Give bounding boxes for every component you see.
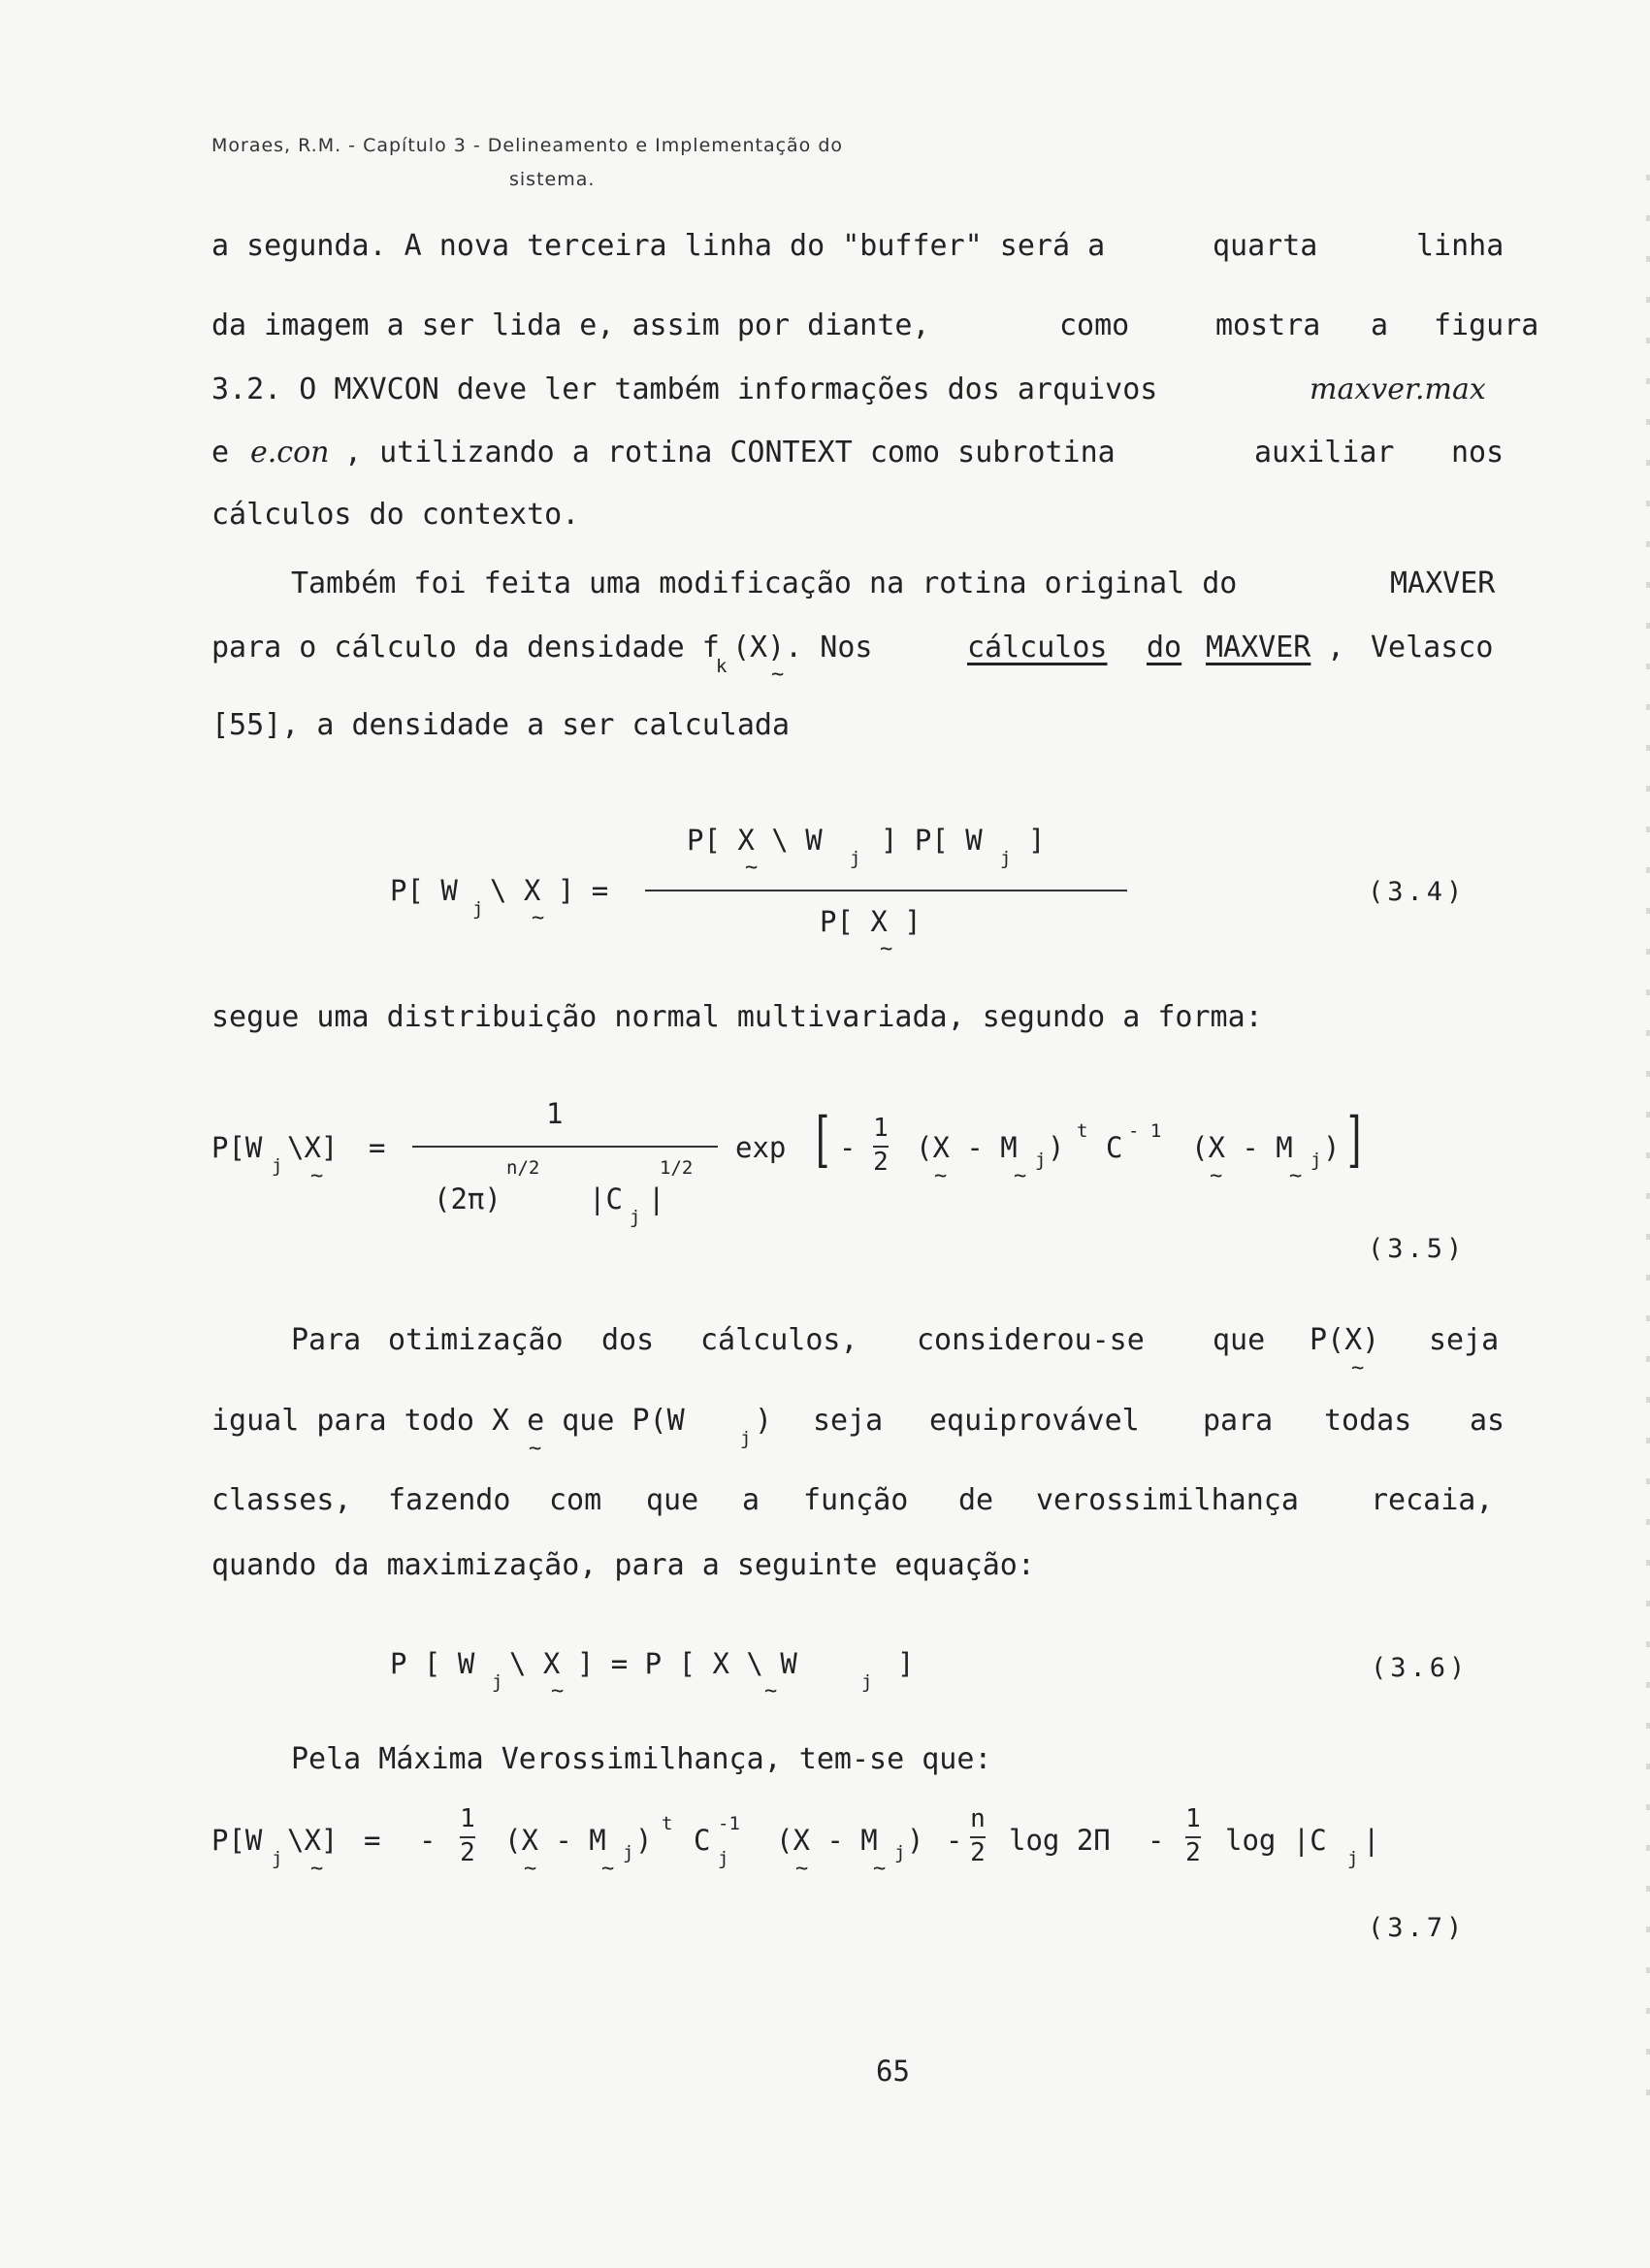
eq35-term-b: ) (1323, 1131, 1341, 1164)
eq34-sub: j (1000, 848, 1012, 869)
tilde-mark: ~ (310, 1857, 324, 1881)
para4-line1-word: que (1213, 1323, 1266, 1357)
eq35-lhs: P[W (211, 1131, 263, 1164)
para4-line3-word: verossimilhança (1036, 1483, 1299, 1517)
para4-line1-word: P(X) (1310, 1323, 1380, 1357)
subscript-k: k (716, 656, 728, 677)
para4-line2-word: todas (1324, 1404, 1412, 1438)
log-term: log 2Π (1009, 1824, 1111, 1857)
para2-line2-word: Velasco (1371, 631, 1494, 664)
eq36-sub: j (492, 1671, 503, 1693)
tilde-mark: ~ (873, 1857, 887, 1881)
tilde-mark: ~ (601, 1857, 615, 1881)
tilde-mark: ~ (934, 1164, 948, 1188)
para3: segue uma distribuição normal multivariada, segundo a forma: (211, 1000, 1263, 1034)
equals-sign: = (369, 1131, 386, 1164)
eq36-sub: j (861, 1671, 873, 1693)
para4-line2-word: para (1203, 1404, 1274, 1438)
para4-line1-word: seja (1429, 1323, 1500, 1357)
eq34-numerator-c: ] (1028, 824, 1046, 857)
page-number: 65 (876, 2055, 910, 2088)
half-numerator: 1 (873, 1114, 889, 1143)
para1-line2-word: como (1059, 308, 1130, 342)
equals-sign: = (364, 1824, 381, 1857)
tilde-mark: ~ (1351, 1356, 1365, 1380)
para1-line2-word: mostra (1215, 308, 1321, 342)
eq37-sub: j (894, 1842, 906, 1863)
para1-line3: 3.2. O MXVCON deve ler também informações dos arquivos (211, 373, 1158, 406)
eq34-sub: j (472, 898, 484, 920)
fraction-numerator: n (970, 1804, 986, 1833)
para1-line2-word: figura (1434, 308, 1539, 342)
para4-line3-word: a (742, 1483, 760, 1517)
tilde-mark: ~ (880, 937, 893, 961)
para4-line3-word: que (646, 1483, 699, 1517)
para4-line1-word: considerou-se (917, 1323, 1145, 1357)
eq37-term-b: ) (635, 1824, 653, 1857)
para4-line1-word: otimização (388, 1323, 564, 1357)
eq35-sub: j (1310, 1150, 1322, 1171)
transpose-sup: t (662, 1813, 673, 1834)
eq34-numerator-b: ] P[ W (881, 824, 983, 857)
para1-line4-word: nos (1451, 436, 1504, 470)
tilde-mark: ~ (1014, 1164, 1027, 1188)
equation-number: (3.6) (1371, 1653, 1470, 1683)
eq35-sub: j (272, 1155, 283, 1177)
fraction-denominator: 2 (970, 1838, 986, 1867)
para2-line2: para o cálculo da densidade f (211, 631, 720, 664)
para2-line2-b: (X). Nos (732, 631, 873, 664)
para1-line5: cálculos do contexto. (211, 498, 580, 532)
tilde-mark: ~ (524, 1857, 537, 1881)
tilde-mark: ~ (764, 1679, 778, 1703)
minus-sign: - (839, 1131, 857, 1164)
eq35-term-b: ) (1048, 1131, 1065, 1164)
para2-line1: Também foi feita uma modificação na rotina original do (291, 567, 1238, 600)
eq35-sub: j (1035, 1150, 1047, 1171)
underlined-word: do (1147, 631, 1182, 664)
eq37-term: (X - M (504, 1824, 606, 1857)
eq35-denominator-b: |C (589, 1183, 623, 1215)
underlined-word: MAXVER (1206, 631, 1311, 664)
para1-line2-word: a (1371, 308, 1389, 342)
para1-line2: da imagem a ser lida e, assim por diante, (211, 308, 930, 342)
eq37-lhs: P[W (211, 1824, 263, 1857)
subscript-j: j (740, 1428, 752, 1449)
eq35-sup: 1/2 (660, 1157, 694, 1179)
para4-line3: classes, (211, 1483, 352, 1517)
eq37-sub: j (718, 1848, 729, 1869)
fraction-denominator: 2 (1185, 1838, 1201, 1867)
tilde-mark: ~ (795, 1857, 809, 1881)
para5: Pela Máxima Verossimilhança, tem-se que: (291, 1742, 992, 1776)
eq34-lhs: P[ W (390, 874, 458, 907)
tilde-mark: ~ (529, 1437, 542, 1461)
para4-line1: Para (291, 1323, 362, 1357)
para1-line4: e (211, 436, 230, 470)
tilde-mark: ~ (310, 1164, 324, 1188)
equation-number: (3.4) (1368, 877, 1467, 907)
eq35-c: C (1106, 1131, 1123, 1164)
para4-line2-word: seja (813, 1404, 884, 1438)
para4-line3-word: de (958, 1483, 994, 1517)
running-header (211, 135, 843, 156)
header-line-2: sistema. (509, 169, 596, 190)
underlined-word: cálculos (967, 631, 1108, 664)
para4-line3-word: função (803, 1483, 909, 1517)
half-denominator: 2 (873, 1148, 889, 1177)
eq37-c: C (694, 1824, 711, 1857)
para1-line3-filename: maxver.max (1310, 373, 1486, 406)
eq37-sub: j (272, 1848, 283, 1869)
fraction-numerator: 1 (460, 1804, 475, 1833)
eq34-sub: j (850, 848, 861, 869)
para4-line1-word: dos (601, 1323, 655, 1357)
tilde-mark: ~ (1289, 1164, 1303, 1188)
para4-line2-b: ) (755, 1404, 773, 1438)
para1-line1: a segunda. A nova terceira linha do "buffer" será a (211, 229, 1106, 263)
para1-line4-filename: e.con (250, 436, 330, 470)
equation-number: (3.7) (1368, 1913, 1467, 1943)
minus-sign: - (419, 1824, 437, 1857)
equation-number: (3.5) (1368, 1234, 1467, 1264)
header-line-1: Moraes, R.M. - Capítulo 3 - Delineamento e Implementação do (211, 135, 844, 156)
para4-line3-word: com (549, 1483, 602, 1517)
eq37-sub: j (1347, 1848, 1359, 1869)
eq34-numerator: P[ X \ W (687, 824, 823, 857)
eq35-denominator: (2π) (434, 1183, 501, 1215)
transpose-sup: t (1077, 1120, 1088, 1142)
tilde-mark: ~ (551, 1679, 565, 1703)
para4-line2: igual para todo X e que P(W (211, 1404, 685, 1438)
para1-line1-word: linha (1416, 229, 1504, 263)
eq35-lhs-b: \X] (287, 1131, 339, 1164)
eq34-lhs-b: \ X ] = (490, 874, 609, 907)
para4-line4: quando da maximização, para a seguinte equação: (211, 1548, 1035, 1582)
fraction-numerator: 1 (1185, 1804, 1201, 1833)
tilde-mark: ~ (771, 663, 785, 687)
para4-line2-word: as (1470, 1404, 1505, 1438)
right-bracket: ] (1346, 1104, 1362, 1175)
eq36-close: ] (897, 1647, 915, 1680)
tilde-mark: ~ (1210, 1164, 1223, 1188)
eq35-term: (X - M (916, 1131, 1018, 1164)
eq37-term-b: ) (907, 1824, 924, 1857)
minus-sign: - (946, 1824, 963, 1857)
comma: , (1327, 631, 1345, 664)
minus-sign: - (1148, 1824, 1165, 1857)
tilde-mark: ~ (745, 856, 759, 880)
para2-line3: [55], a densidade a ser calculada (211, 708, 791, 742)
fraction-bar (412, 1146, 718, 1148)
running-header-cont (509, 169, 595, 190)
left-bracket: [ (815, 1104, 830, 1175)
eq37-term: (X - M (776, 1824, 878, 1857)
eq36-rest: \ X ] = P [ X \ W (509, 1647, 797, 1680)
eq35-denominator-c: | (648, 1183, 665, 1215)
para1-line1-word: quarta (1213, 229, 1318, 263)
page-edge-marks (1646, 175, 1650, 2115)
eq35-numerator: 1 (546, 1097, 564, 1130)
eq36-lhs: P [ W (390, 1647, 475, 1680)
inverse-sup: - 1 (1128, 1120, 1162, 1142)
log-term: log |C (1225, 1824, 1327, 1857)
para4-line3-word: recaia, (1371, 1483, 1494, 1517)
eq35-sup: n/2 (506, 1157, 540, 1179)
eq34-denominator: P[ X ] (820, 905, 922, 938)
fraction-bar (645, 890, 1127, 891)
eq37-sub: j (623, 1842, 634, 1863)
para4-line3-word: fazendo (388, 1483, 511, 1517)
tilde-mark: ~ (532, 906, 545, 930)
eq35-sub: j (630, 1207, 641, 1228)
para2-line1-word: MAXVER (1390, 567, 1496, 600)
exp-function: exp (735, 1131, 787, 1164)
para4-line1-word: cálculos, (700, 1323, 858, 1357)
eq37-lhs-b: \X] (287, 1824, 339, 1857)
inverse-sup: -1 (718, 1813, 740, 1834)
eq35-term: (X - M (1191, 1131, 1293, 1164)
abs-bar: | (1363, 1824, 1380, 1857)
para1-line4-rest: , utilizando a rotina CONTEXT como subrotina (344, 436, 1116, 470)
para4-line2-word: equiprovável (929, 1404, 1140, 1438)
fraction-denominator: 2 (460, 1838, 475, 1867)
para1-line4-word: auxiliar (1254, 436, 1395, 470)
